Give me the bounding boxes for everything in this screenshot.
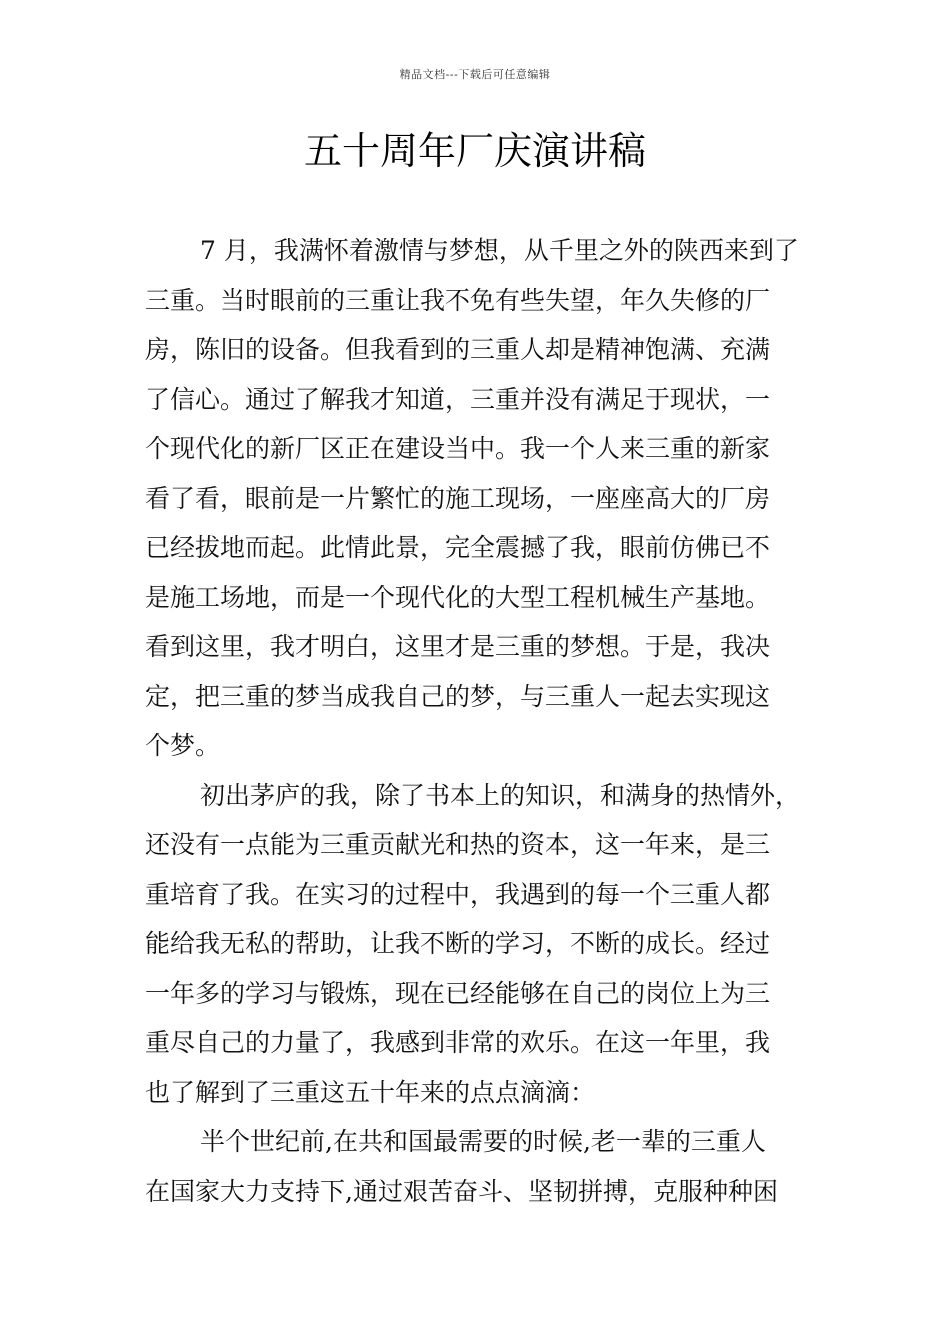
body-line: 了信心。通过了解我才知道，三重并没有满足于现状，一	[145, 384, 771, 414]
body-line: 半个世纪前,在共和国最需要的时候,老一辈的三重人	[200, 1127, 766, 1156]
document-title: 五十周年厂庆演讲稿	[303, 129, 646, 173]
body-line: 初出茅庐的我，除了书本上的知识，和满身的热情外，	[200, 780, 801, 810]
body-line: 定，把三重的梦当成我自己的梦，与三重人一起去实现这	[145, 681, 771, 711]
body-line: 个现代化的新厂区正在建设当中。我一个人来三重的新家	[145, 434, 771, 463]
body-line: 重培育了我。在实习的过程中，我遇到的每一个三重人都	[145, 879, 771, 909]
body-line: 看了看，眼前是一片繁忙的施工现场，一座座高大的厂房	[145, 483, 771, 513]
body-line: 还没有一点能为三重贡献光和热的资本，这一年来，是三	[145, 830, 771, 859]
body-line: 7 月，我满怀着激情与梦想，从千里之外的陕西来到了	[200, 236, 799, 265]
body-line: 能给我无私的帮助，让我不断的学习，不断的成长。经过	[145, 929, 771, 958]
document-body	[145, 226, 805, 1216]
body-line: 重尽自己的力量了，我感到非常的欢乐。在这一年里，我	[145, 1028, 771, 1057]
body-line: 房，陈旧的设备。但我看到的三重人却是精神饱满、充满	[145, 335, 771, 364]
body-line: 已经拔地而起。此情此景，完全震撼了我，眼前仿佛已不	[145, 533, 771, 562]
body-line: 三重。当时眼前的三重让我不免有些失望，年久失修的厂	[145, 285, 771, 315]
body-line: 在国家大力支持下,通过艰苦奋斗、坚韧拼搏，克服种种困	[145, 1176, 778, 1206]
body-line: 看到这里，我才明白，这里才是三重的梦想。于是，我决	[145, 632, 771, 661]
body-line: 也了解到了三重这五十年来的点点滴滴：	[145, 1077, 596, 1107]
body-line: 是施工场地，而是一个现代化的大型工程机械生产基地。	[145, 582, 771, 612]
body-line: 一年多的学习与锻炼，现在已经能够在自己的岗位上为三	[145, 978, 771, 1008]
page-header: 精品文档---下载后可任意编辑	[399, 68, 551, 81]
body-line: 个梦。	[145, 731, 221, 760]
